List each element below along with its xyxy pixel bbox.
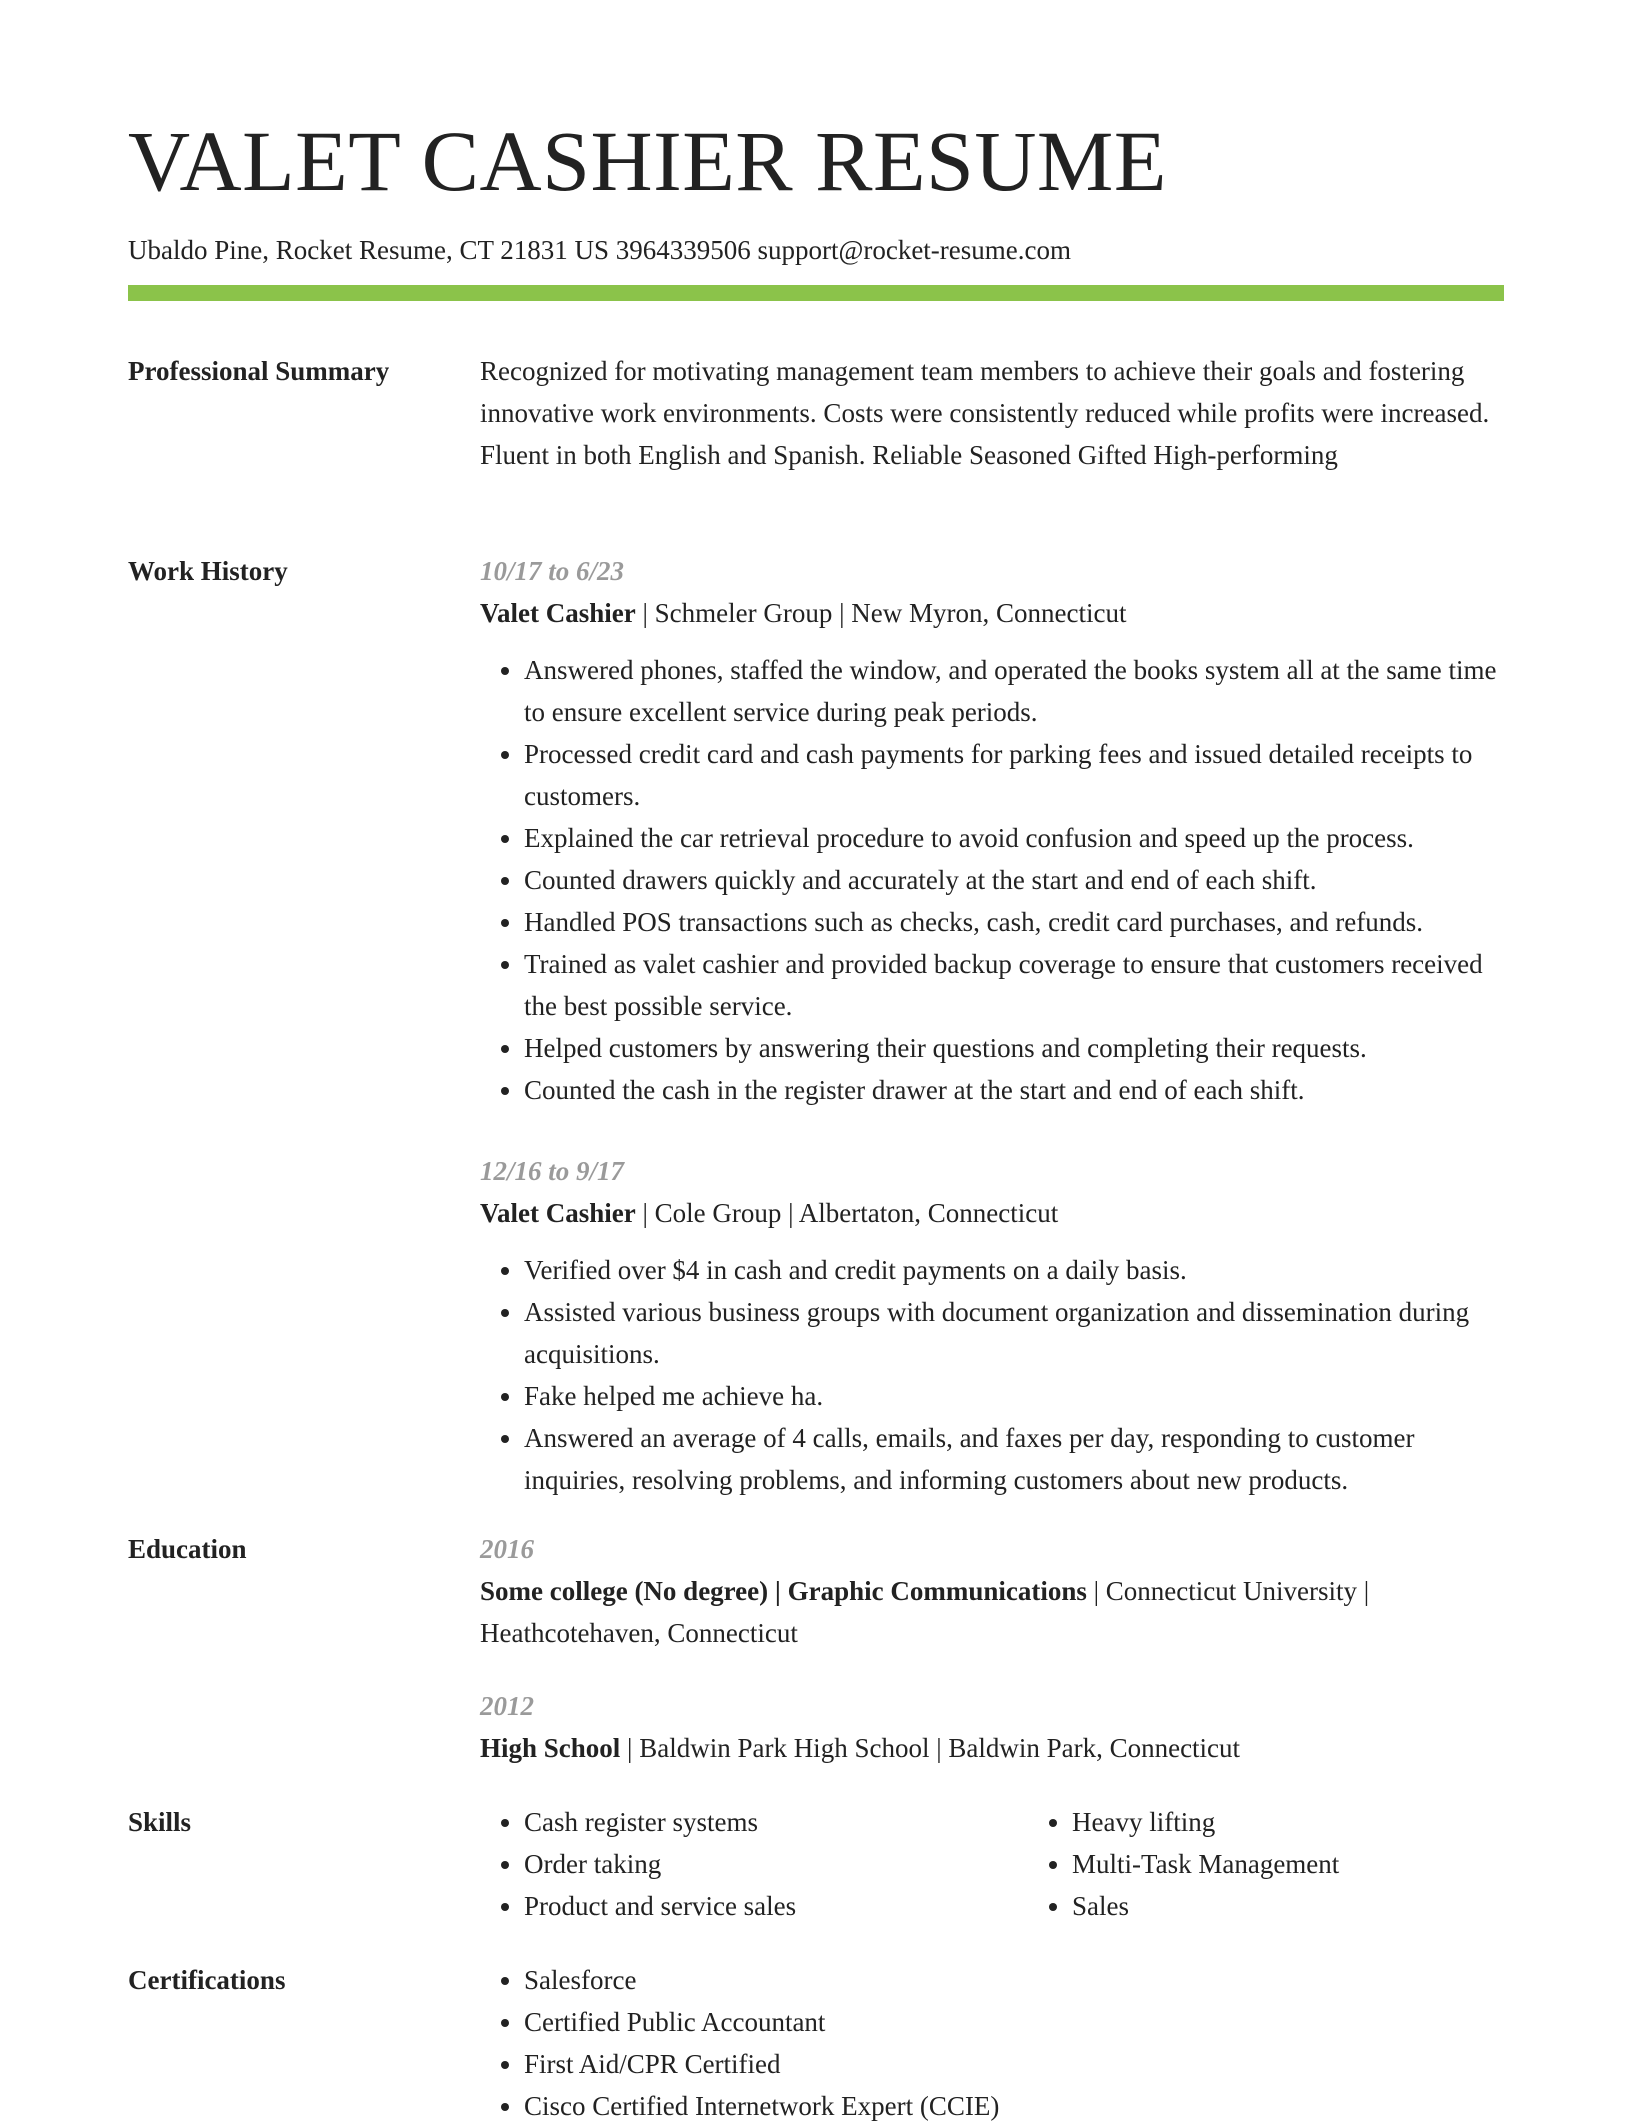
certification-item: • Salesforce <box>524 1959 1504 2001</box>
job-bullet: • Assisted various business groups with document organization and dissemination during acquisitions. <box>524 1291 1504 1375</box>
header-divider <box>128 285 1504 301</box>
education-year: 2016 <box>480 1534 534 1564</box>
skill-item: • Product and service sales <box>524 1885 1028 1927</box>
skill-item: • Order taking <box>524 1843 1028 1885</box>
skill-item: • Heavy lifting <box>1072 1801 1339 1843</box>
job-heading <box>480 1192 1504 1234</box>
education-school-location: | Connecticut University | Heathcotehaven, Connecticut <box>480 1576 1370 1648</box>
job-bullet: • Explained the car retrieval procedure to avoid confusion and speed up the process. <box>524 817 1504 859</box>
job-company-location: | Cole Group | Albertaton, Connecticut <box>635 1198 1059 1228</box>
certification-item: • Cisco Certified Internetwork Expert (CCIE) <box>524 2085 1504 2127</box>
education-heading <box>480 1570 1504 1654</box>
job-bullet: • Helped customers by answering their questions and completing their requests. <box>524 1027 1504 1069</box>
job-bullet: • Processed credit card and cash payments for parking fees and issued detailed receipts to customers. <box>524 733 1504 817</box>
resume-title: VALET CASHIER RESUME <box>128 113 1167 209</box>
job-bullet: • Answered phones, staffed the window, and operated the books system all at the same time to ensure excellent service during peak periods. <box>524 649 1504 733</box>
summary-text: Recognized for motivating management team members to achieve their goals and fostering innovative work environments. Costs were consistently reduced while profits were increased. Fluent in both English and Spanish. Reliable Seasoned Gifted High-performing <box>480 356 1490 470</box>
section-label-certifications: Certifications <box>128 1965 286 1995</box>
skills-list-left <box>480 1801 1028 1927</box>
skill-item: • Sales <box>1072 1885 1339 1927</box>
job-dates: 12/16 to 9/17 <box>480 1156 625 1186</box>
certifications-list <box>480 1959 1504 2127</box>
skill-item: • Cash register systems <box>524 1801 1028 1843</box>
education-school-location: | Baldwin Park High School | Baldwin Park, Connecticut <box>620 1733 1241 1763</box>
certification-item: • Certified Public Accountant <box>524 2001 1504 2043</box>
skill-item: • Multi-Task Management <box>1072 1843 1339 1885</box>
education-section <box>480 1528 1504 1769</box>
job-entry <box>480 550 1504 1111</box>
education-entry <box>480 1528 1504 1654</box>
job-bullet: • Verified over $4 in cash and credit payments on a daily basis. <box>524 1249 1504 1291</box>
job-title: Valet Cashier <box>480 598 636 628</box>
job-bullet: • Answered an average of 4 calls, emails, and faxes per day, responding to customer inquiries, resolving problems, and informing customers about new products. <box>524 1417 1504 1501</box>
summary-section <box>480 350 1504 476</box>
education-heading <box>480 1727 1504 1769</box>
job-entry <box>480 1150 1504 1501</box>
skills-section <box>480 1801 1504 1927</box>
section-label-work-history: Work History <box>128 556 288 586</box>
job-company-location: | Schmeler Group | New Myron, Connecticut <box>635 598 1127 628</box>
education-entry <box>480 1685 1504 1769</box>
education-degree: High School <box>480 1733 621 1763</box>
skills-list-right <box>1028 1801 1339 1927</box>
job-bullets <box>480 649 1504 1111</box>
education-degree: Some college (No degree) | Graphic Communications <box>480 1576 1087 1606</box>
certification-item: • First Aid/CPR Certified <box>524 2043 1504 2085</box>
job-heading <box>480 592 1504 634</box>
skills-columns <box>480 1801 1504 1927</box>
job-bullet: • Fake helped me achieve ha. <box>524 1375 1504 1417</box>
section-label-skills: Skills <box>128 1807 192 1837</box>
work-history-section <box>480 550 1504 1501</box>
job-bullet: • Trained as valet cashier and provided backup coverage to ensure that customers received the best possible service. <box>524 943 1504 1027</box>
certifications-section <box>480 1959 1504 2127</box>
job-title: Valet Cashier <box>480 1198 636 1228</box>
job-dates: 10/17 to 6/23 <box>480 556 625 586</box>
job-bullet: • Counted the cash in the register drawer at the start and end of each shift. <box>524 1069 1504 1111</box>
contact-line: Ubaldo Pine, Rocket Resume, CT 21831 US 3964339506 support@rocket-resume.com <box>128 235 1071 265</box>
job-bullet: • Handled POS transactions such as checks, cash, credit card purchases, and refunds. <box>524 901 1504 943</box>
job-bullets <box>480 1249 1504 1501</box>
section-label-summary: Professional Summary <box>128 356 390 386</box>
section-label-education: Education <box>128 1534 247 1564</box>
education-year: 2012 <box>480 1691 534 1721</box>
job-bullet: • Counted drawers quickly and accurately at the start and end of each shift. <box>524 859 1504 901</box>
